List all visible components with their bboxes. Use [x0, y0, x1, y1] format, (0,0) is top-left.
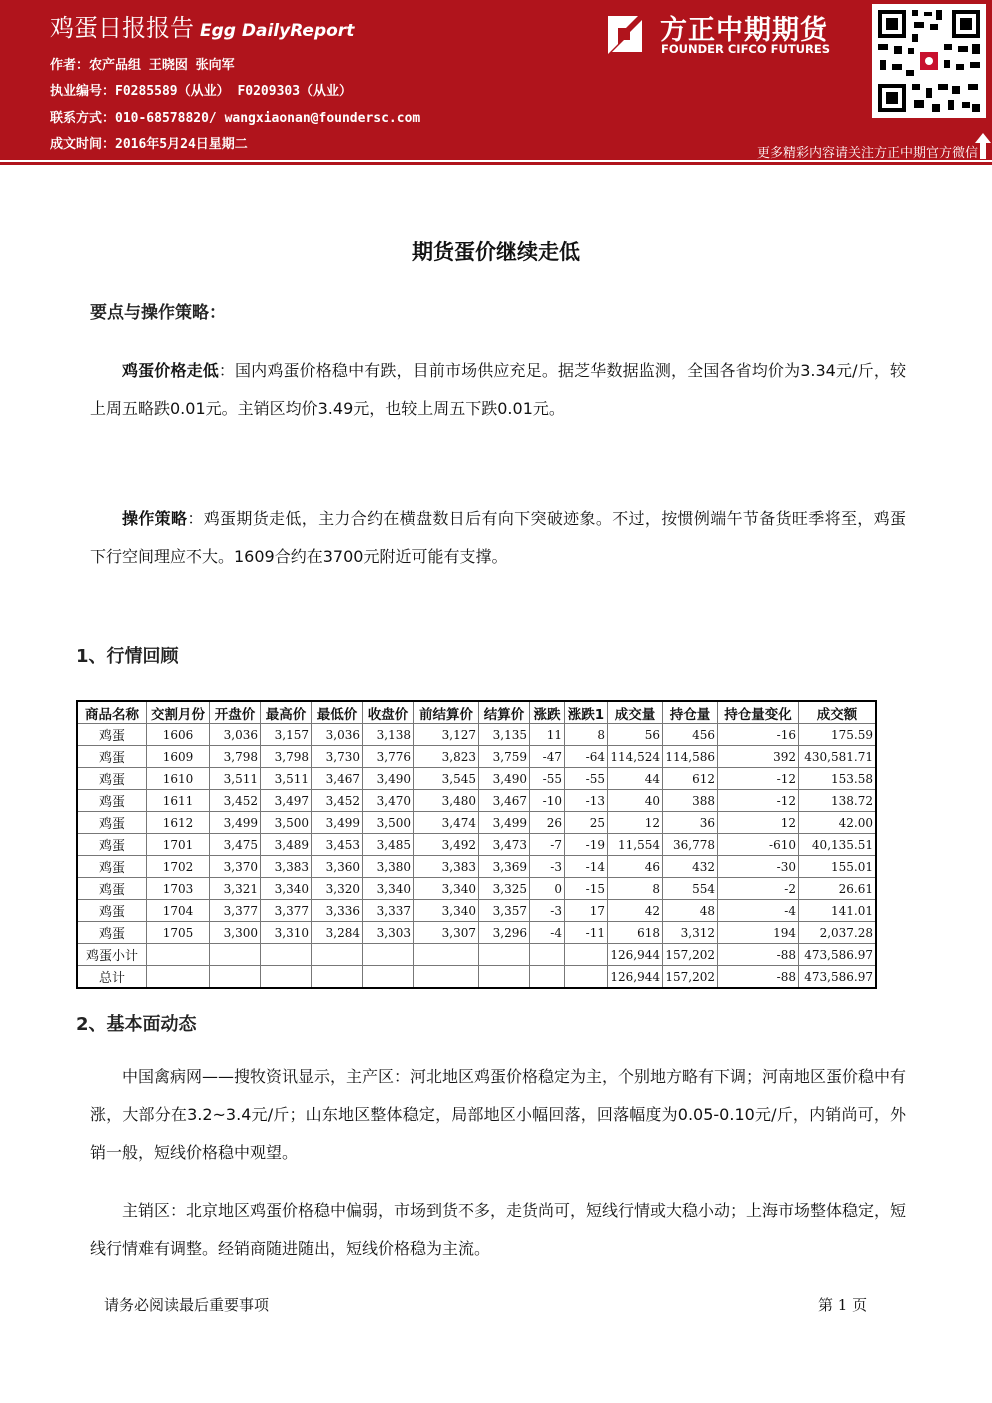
table-cell: -16: [718, 724, 799, 746]
table-cell: 430,581.71: [799, 746, 877, 768]
table-cell: -13: [565, 790, 608, 812]
table-cell: 40: [608, 790, 663, 812]
market-table: [76, 700, 877, 989]
table-cell: [261, 966, 312, 989]
table-cell: 1612: [147, 812, 210, 834]
key-points-heading: 要点与操作策略：: [90, 303, 226, 323]
table-cell: [210, 966, 261, 989]
table-cell: 1701: [147, 834, 210, 856]
table-cell: 3,321: [210, 878, 261, 900]
table-cell: 3,499: [210, 812, 261, 834]
arrow-up-icon: [974, 132, 992, 160]
table-cell: 3,467: [479, 790, 530, 812]
table-header: 结算价: [479, 701, 530, 724]
table-cell: 3,036: [210, 724, 261, 746]
table-cell: 3,511: [210, 768, 261, 790]
table-header: 开盘价: [210, 701, 261, 724]
table-cell: 8: [608, 878, 663, 900]
table-cell: -10: [530, 790, 565, 812]
table-cell: 3,776: [363, 746, 414, 768]
table-cell: 153.58: [799, 768, 877, 790]
table-cell: -3: [530, 856, 565, 878]
table-cell: 3,759: [479, 746, 530, 768]
table-cell: -2: [718, 878, 799, 900]
table-row: [77, 834, 876, 856]
table-cell: 114,586: [663, 746, 718, 768]
table-cell: [147, 966, 210, 989]
table-cell: 56: [608, 724, 663, 746]
table-cell: 0: [530, 878, 565, 900]
table-row: [77, 790, 876, 812]
price-text: ：国内鸡蛋价格稳中有跌，目前市场供应充足。据芝华数据监测，全国各省均价为3.34元/斤，较上周五略跌0.01元。主销区均价3.49元，也较上周五下跌0.01元。: [90, 361, 906, 418]
table-cell: [414, 944, 479, 966]
table-cell: 157,202: [663, 966, 718, 989]
table-cell: 456: [663, 724, 718, 746]
header-rule: [0, 162, 992, 165]
table-cell: 3,325: [479, 878, 530, 900]
table-cell: 3,480: [414, 790, 479, 812]
table-cell: 3,730: [312, 746, 363, 768]
table-cell: 3,036: [312, 724, 363, 746]
table-header: 涨跌1: [565, 701, 608, 724]
table-cell: 473,586.97: [799, 966, 877, 989]
table-cell: 36,778: [663, 834, 718, 856]
table-cell: [530, 944, 565, 966]
table-cell: 3,499: [312, 812, 363, 834]
table-cell: [210, 944, 261, 966]
table-cell: 3,383: [261, 856, 312, 878]
table-cell: 3,490: [479, 768, 530, 790]
table-cell: [479, 944, 530, 966]
table-cell: 3,380: [363, 856, 414, 878]
report-header: [0, 0, 992, 160]
table-cell: [261, 944, 312, 966]
table-cell: 3,452: [312, 790, 363, 812]
table-cell: 1704: [147, 900, 210, 922]
table-header-row: [77, 701, 876, 724]
table-cell: 46: [608, 856, 663, 878]
table-cell: 3,135: [479, 724, 530, 746]
authors-line: 作者：农产品组 王晓囡 张向军: [50, 58, 235, 73]
table-cell: 25: [565, 812, 608, 834]
table-cell: 194: [718, 922, 799, 944]
table-cell: 3,798: [261, 746, 312, 768]
table-cell: 3,823: [414, 746, 479, 768]
table-cell: 3,474: [414, 812, 479, 834]
table-cell: 3,138: [363, 724, 414, 746]
table-cell: 8: [565, 724, 608, 746]
table-cell: 3,340: [363, 878, 414, 900]
table-cell: 3,473: [479, 834, 530, 856]
license-line: 执业编号：F0285589（从业） F0209303（从业）: [50, 84, 353, 99]
table-cell: 126,944: [608, 944, 663, 966]
table-cell: 1606: [147, 724, 210, 746]
table-cell: 3,127: [414, 724, 479, 746]
table-row: [77, 856, 876, 878]
table-header: 涨跌: [530, 701, 565, 724]
table-row: [77, 768, 876, 790]
strategy-text: ：鸡蛋期货走低，主力合约在横盘数日后有向下突破迹象。不过，按惯例端午节备货旺季将至，鸡蛋下行空间理应不大。1609合约在3700元附近可能有支撑。: [90, 509, 906, 566]
fundamentals-paragraph-2: 主销区：北京地区鸡蛋价格稳中偏弱，市场到货不多，走货尚可，短线行情或大稳小动；上海市场整体稳定，短线行情难有调整。经销商随进随出，短线价格稳为主流。: [90, 1201, 907, 1258]
table-cell: -12: [718, 768, 799, 790]
table-cell: 鸡蛋: [77, 812, 147, 834]
table-cell: 3,452: [210, 790, 261, 812]
table-cell: 1611: [147, 790, 210, 812]
table-header: 收盘价: [363, 701, 414, 724]
document-title: 期货蛋价继续走低: [412, 240, 580, 264]
strategy-key: 操作策略: [122, 509, 188, 528]
table-cell: 2,037.28: [799, 922, 877, 944]
table-cell: 175.59: [799, 724, 877, 746]
table-cell: -4: [530, 922, 565, 944]
fundamentals-paragraph-1: 中国禽病网——搜牧资讯显示，主产区：河北地区鸡蛋价格稳定为主，个别地方略有下调；河南地区蛋价稳中有涨，大部分在3.2~3.4元/斤；山东地区整体稳定，局部地区小幅回落，回落幅度为0.05-0.10元/斤，内销尚可，外销一般，短线价格稳中观望。: [90, 1067, 907, 1162]
table-cell: [312, 966, 363, 989]
table-header: 最低价: [312, 701, 363, 724]
table-cell: 3,377: [210, 900, 261, 922]
date-line: 成文时间：2016年5月24日星期二: [50, 137, 248, 152]
table-cell: 鸡蛋: [77, 878, 147, 900]
wechat-qr-code-icon: [872, 4, 986, 118]
logo-mark-icon: [604, 10, 650, 58]
table-cell: 鸡蛋: [77, 724, 147, 746]
table-cell: 42: [608, 900, 663, 922]
table-cell: 3,485: [363, 834, 414, 856]
table-cell: 1610: [147, 768, 210, 790]
table-cell: 3,300: [210, 922, 261, 944]
table-row: [77, 878, 876, 900]
table-cell: 12: [718, 812, 799, 834]
table-row: [77, 900, 876, 922]
table-cell: 155.01: [799, 856, 877, 878]
table-header: 前结算价: [414, 701, 479, 724]
table-cell: -55: [530, 768, 565, 790]
table-cell: [147, 944, 210, 966]
table-cell: 3,383: [414, 856, 479, 878]
table-cell: 114,524: [608, 746, 663, 768]
table-cell: [363, 944, 414, 966]
contact-line: 联系方式：010-68578820/ wangxiaonan@foundersc.com: [50, 111, 421, 126]
table-cell: 3,492: [414, 834, 479, 856]
price-paragraph: [90, 352, 906, 428]
table-cell: 3,337: [363, 900, 414, 922]
table-cell: 3,545: [414, 768, 479, 790]
table-cell: -47: [530, 746, 565, 768]
table-cell: [565, 966, 608, 989]
table-cell: 鸡蛋: [77, 746, 147, 768]
table-cell: -610: [718, 834, 799, 856]
table-cell: 3,475: [210, 834, 261, 856]
table-row: [77, 746, 876, 768]
table-cell: 3,320: [312, 878, 363, 900]
table-cell: 36: [663, 812, 718, 834]
table-cell: 鸡蛋: [77, 768, 147, 790]
table-cell: 40,135.51: [799, 834, 877, 856]
table-cell: 157,202: [663, 944, 718, 966]
table-cell: -7: [530, 834, 565, 856]
table-body: [77, 724, 876, 989]
table-cell: -88: [718, 944, 799, 966]
table-cell: 3,511: [261, 768, 312, 790]
section-fundamentals: 2、基本面动态: [76, 1014, 197, 1035]
table-row: [77, 922, 876, 944]
table-cell: [479, 966, 530, 989]
table-cell: 3,296: [479, 922, 530, 944]
table-cell: 26.61: [799, 878, 877, 900]
table-cell: -30: [718, 856, 799, 878]
table-cell: 3,307: [414, 922, 479, 944]
table-cell: 3,340: [414, 900, 479, 922]
table-header: 最高价: [261, 701, 312, 724]
table-cell: 11: [530, 724, 565, 746]
table-cell: -12: [718, 790, 799, 812]
table-cell: 48: [663, 900, 718, 922]
table-cell: 3,284: [312, 922, 363, 944]
table-cell: 鸡蛋: [77, 834, 147, 856]
table-cell: 388: [663, 790, 718, 812]
table-cell: -64: [565, 746, 608, 768]
table-cell: 鸡蛋小计: [77, 944, 147, 966]
table-cell: 1703: [147, 878, 210, 900]
table-cell: [565, 944, 608, 966]
table-cell: 141.01: [799, 900, 877, 922]
table-cell: -4: [718, 900, 799, 922]
table-cell: 3,377: [261, 900, 312, 922]
table-cell: 26: [530, 812, 565, 834]
wechat-note: 更多精彩内容请关注方正中期官方微信: [756, 146, 978, 161]
table-header: 持仓量: [663, 701, 718, 724]
table-cell: -11: [565, 922, 608, 944]
table-cell: 126,944: [608, 966, 663, 989]
table-cell: 17: [565, 900, 608, 922]
table-cell: 473,586.97: [799, 944, 877, 966]
strategy-paragraph: [90, 500, 906, 576]
table-cell: 3,357: [479, 900, 530, 922]
table-cell: 42.00: [799, 812, 877, 834]
table-cell: 3,499: [479, 812, 530, 834]
footer-notice: 请务必阅读最后重要事项: [104, 1296, 270, 1314]
table-cell: 618: [608, 922, 663, 944]
table-cell: [312, 944, 363, 966]
table-cell: 3,470: [363, 790, 414, 812]
table-cell: 3,500: [363, 812, 414, 834]
table-row: [77, 812, 876, 834]
table-cell: [530, 966, 565, 989]
table-cell: -15: [565, 878, 608, 900]
table-cell: 3,369: [479, 856, 530, 878]
table-cell: 392: [718, 746, 799, 768]
table-cell: 3,500: [261, 812, 312, 834]
table-cell: -55: [565, 768, 608, 790]
table-cell: 3,798: [210, 746, 261, 768]
report-title-cn: 鸡蛋日报报告: [50, 14, 194, 42]
table-cell: 3,312: [663, 922, 718, 944]
table-cell: 3,303: [363, 922, 414, 944]
table-header: 交割月份: [147, 701, 210, 724]
table-header: 商品名称: [77, 701, 147, 724]
table-cell: 138.72: [799, 790, 877, 812]
table-cell: 3,360: [312, 856, 363, 878]
table-cell: 12: [608, 812, 663, 834]
table-cell: [363, 966, 414, 989]
table-cell: 3,340: [414, 878, 479, 900]
table-cell: -3: [530, 900, 565, 922]
logo-cn-text: 方正中期期货: [660, 15, 828, 46]
table-cell: 11,554: [608, 834, 663, 856]
report-title: [50, 8, 354, 43]
table-cell: 鸡蛋: [77, 856, 147, 878]
table-cell: 1705: [147, 922, 210, 944]
table-cell: -14: [565, 856, 608, 878]
table-cell: 3,467: [312, 768, 363, 790]
table-cell: 鸡蛋: [77, 900, 147, 922]
table-cell: 鸡蛋: [77, 922, 147, 944]
table-cell: 3,157: [261, 724, 312, 746]
company-logo: [604, 8, 854, 64]
table-cell: 554: [663, 878, 718, 900]
table-cell: 3,490: [363, 768, 414, 790]
table-header: 成交量: [608, 701, 663, 724]
report-title-en: Egg DailyReport: [200, 21, 355, 41]
table-cell: 3,340: [261, 878, 312, 900]
table-cell: 3,489: [261, 834, 312, 856]
table-cell: -19: [565, 834, 608, 856]
table-cell: 3,336: [312, 900, 363, 922]
section-market-review: 1、行情回顾: [76, 646, 179, 667]
price-key: 鸡蛋价格走低: [122, 361, 219, 380]
logo-en-text: FOUNDER CIFCO FUTURES: [661, 42, 831, 56]
table-cell: 44: [608, 768, 663, 790]
table-row: [77, 724, 876, 746]
table-cell: 3,370: [210, 856, 261, 878]
table-header: 持仓量变化: [718, 701, 799, 724]
table-cell: 3,310: [261, 922, 312, 944]
table-cell: [414, 966, 479, 989]
table-cell: 612: [663, 768, 718, 790]
table-cell: 3,453: [312, 834, 363, 856]
table-cell: 鸡蛋: [77, 790, 147, 812]
table-cell: 1702: [147, 856, 210, 878]
table-row: [77, 966, 876, 989]
table-cell: 1609: [147, 746, 210, 768]
table-cell: 总计: [77, 966, 147, 989]
table-cell: 3,497: [261, 790, 312, 812]
table-row: [77, 944, 876, 966]
table-header: 成交额: [799, 701, 877, 724]
page-number: 第 1 页: [818, 1296, 868, 1314]
table-cell: -88: [718, 966, 799, 989]
table-cell: 432: [663, 856, 718, 878]
